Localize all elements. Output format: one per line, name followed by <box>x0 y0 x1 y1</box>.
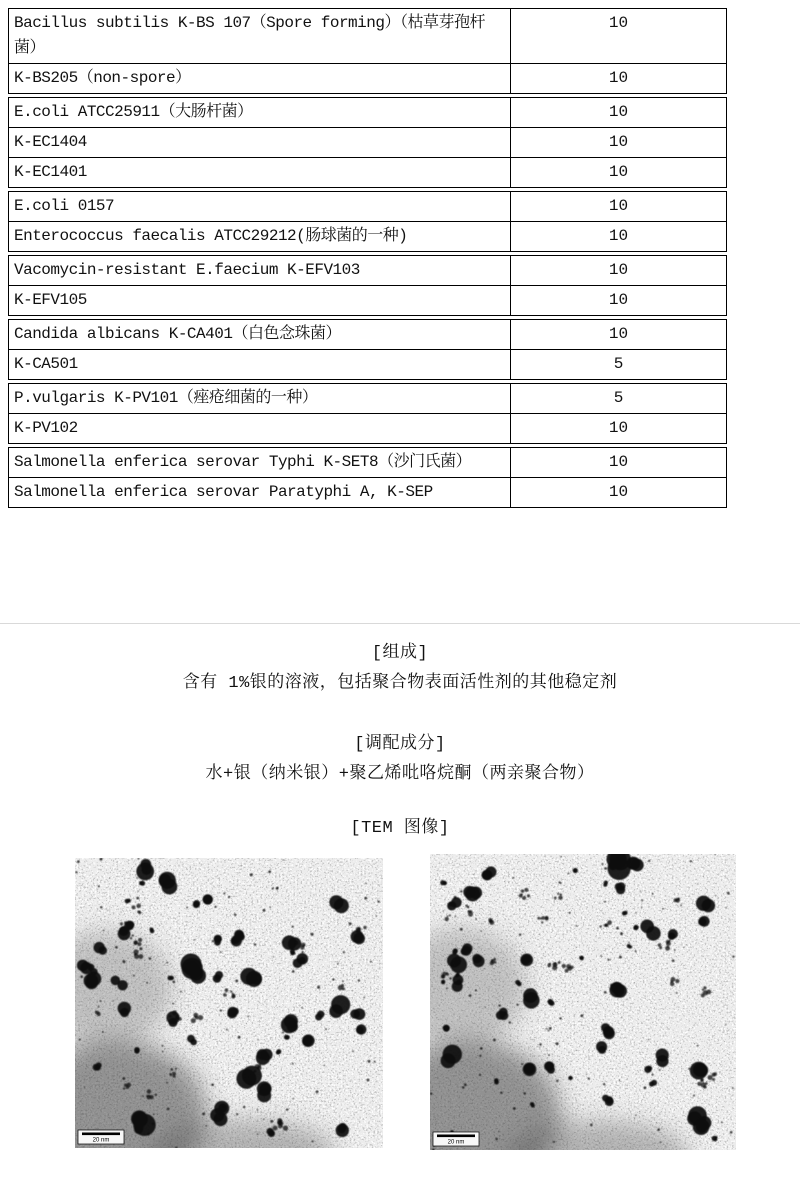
table-group <box>8 97 727 188</box>
table-row <box>9 221 726 251</box>
strain-table <box>8 8 727 508</box>
table-row <box>9 349 726 379</box>
table-row <box>9 192 726 221</box>
table-row <box>9 413 726 443</box>
strain-name-cell: P.vulgaris K-PV101（痤疮细菌的一种） <box>9 384 511 413</box>
table-row <box>9 384 726 413</box>
section-divider <box>0 623 800 624</box>
scale-bar-label: 20 nm <box>92 1137 110 1144</box>
strain-name-cell: K-EC1401 <box>9 158 511 187</box>
value-cell: 10 <box>608 453 629 471</box>
value-cell: 10 <box>608 261 629 279</box>
formulation-heading: [调配成分] <box>354 735 446 754</box>
value-cell: 5 <box>613 355 624 373</box>
table-group <box>8 383 727 444</box>
strain-name-cell: Candida albicans K-CA401（白色念珠菌） <box>9 320 511 349</box>
table-group <box>8 255 727 316</box>
tem-image-right <box>430 854 736 1150</box>
value-cell: 10 <box>608 69 629 87</box>
strain-name-cell: Salmonella enferica serovar Paratyphi A, K-SEP <box>9 478 511 507</box>
tem-heading: [TEM 图像] <box>350 819 450 838</box>
strain-name-cell: Enterococcus faecalis ATCC29212(肠球菌的一种) <box>9 222 511 251</box>
table-row <box>9 157 726 187</box>
strain-name-cell: E.coli ATCC25911（大肠杆菌） <box>9 98 511 127</box>
value-cell: 10 <box>608 419 629 437</box>
value-cell: 10 <box>608 227 629 245</box>
table-group <box>8 319 727 380</box>
value-cell: 10 <box>608 14 629 32</box>
table-row <box>9 448 726 477</box>
strain-name-cell: K-EC1404 <box>9 128 511 157</box>
strain-name-cell: K-PV102 <box>9 414 511 443</box>
value-cell: 10 <box>608 133 629 151</box>
scale-bar <box>78 1130 124 1144</box>
scale-bar-label: 20 nm <box>447 1139 465 1146</box>
strain-name-cell: K-BS205（non-spore） <box>9 64 511 93</box>
value-cell: 10 <box>608 291 629 309</box>
table-group <box>8 191 727 252</box>
composition-body: 含有 1%银的溶液，包括聚合物表面活性剂的其他稳定剂 <box>182 674 618 693</box>
table-row <box>9 98 726 127</box>
table-row <box>9 285 726 315</box>
table-group <box>8 8 727 94</box>
strain-name-cell: Vacomycin-resistant E.faecium K-EFV103 <box>9 256 511 285</box>
tem-image-left <box>75 858 383 1148</box>
table-row <box>9 320 726 349</box>
value-cell: 10 <box>608 197 629 215</box>
formulation-body: 水+银（纳米银）+聚乙烯吡咯烷酮（两亲聚合物） <box>205 765 595 784</box>
strain-name-cell: Bacillus subtilis K-BS 107（Spore forming）（枯草芽孢杆菌） <box>9 9 511 63</box>
scale-bar <box>433 1132 479 1146</box>
table-row <box>9 9 726 63</box>
table-group <box>8 447 727 508</box>
table-row <box>9 477 726 507</box>
strain-name-cell: Salmonella enferica serovar Typhi K-SET8（沙门氏菌） <box>9 448 511 477</box>
composition-heading: [组成] <box>371 644 429 663</box>
value-cell: 10 <box>608 325 629 343</box>
value-cell: 5 <box>613 389 624 407</box>
table-row <box>9 256 726 285</box>
value-cell: 10 <box>608 483 629 501</box>
table-row <box>9 63 726 93</box>
value-cell: 10 <box>608 103 629 121</box>
strain-name-cell: K-EFV105 <box>9 286 511 315</box>
strain-name-cell: K-CA501 <box>9 350 511 379</box>
strain-name-cell: E.coli 0157 <box>9 192 511 221</box>
table-row <box>9 127 726 157</box>
value-cell: 10 <box>608 163 629 181</box>
